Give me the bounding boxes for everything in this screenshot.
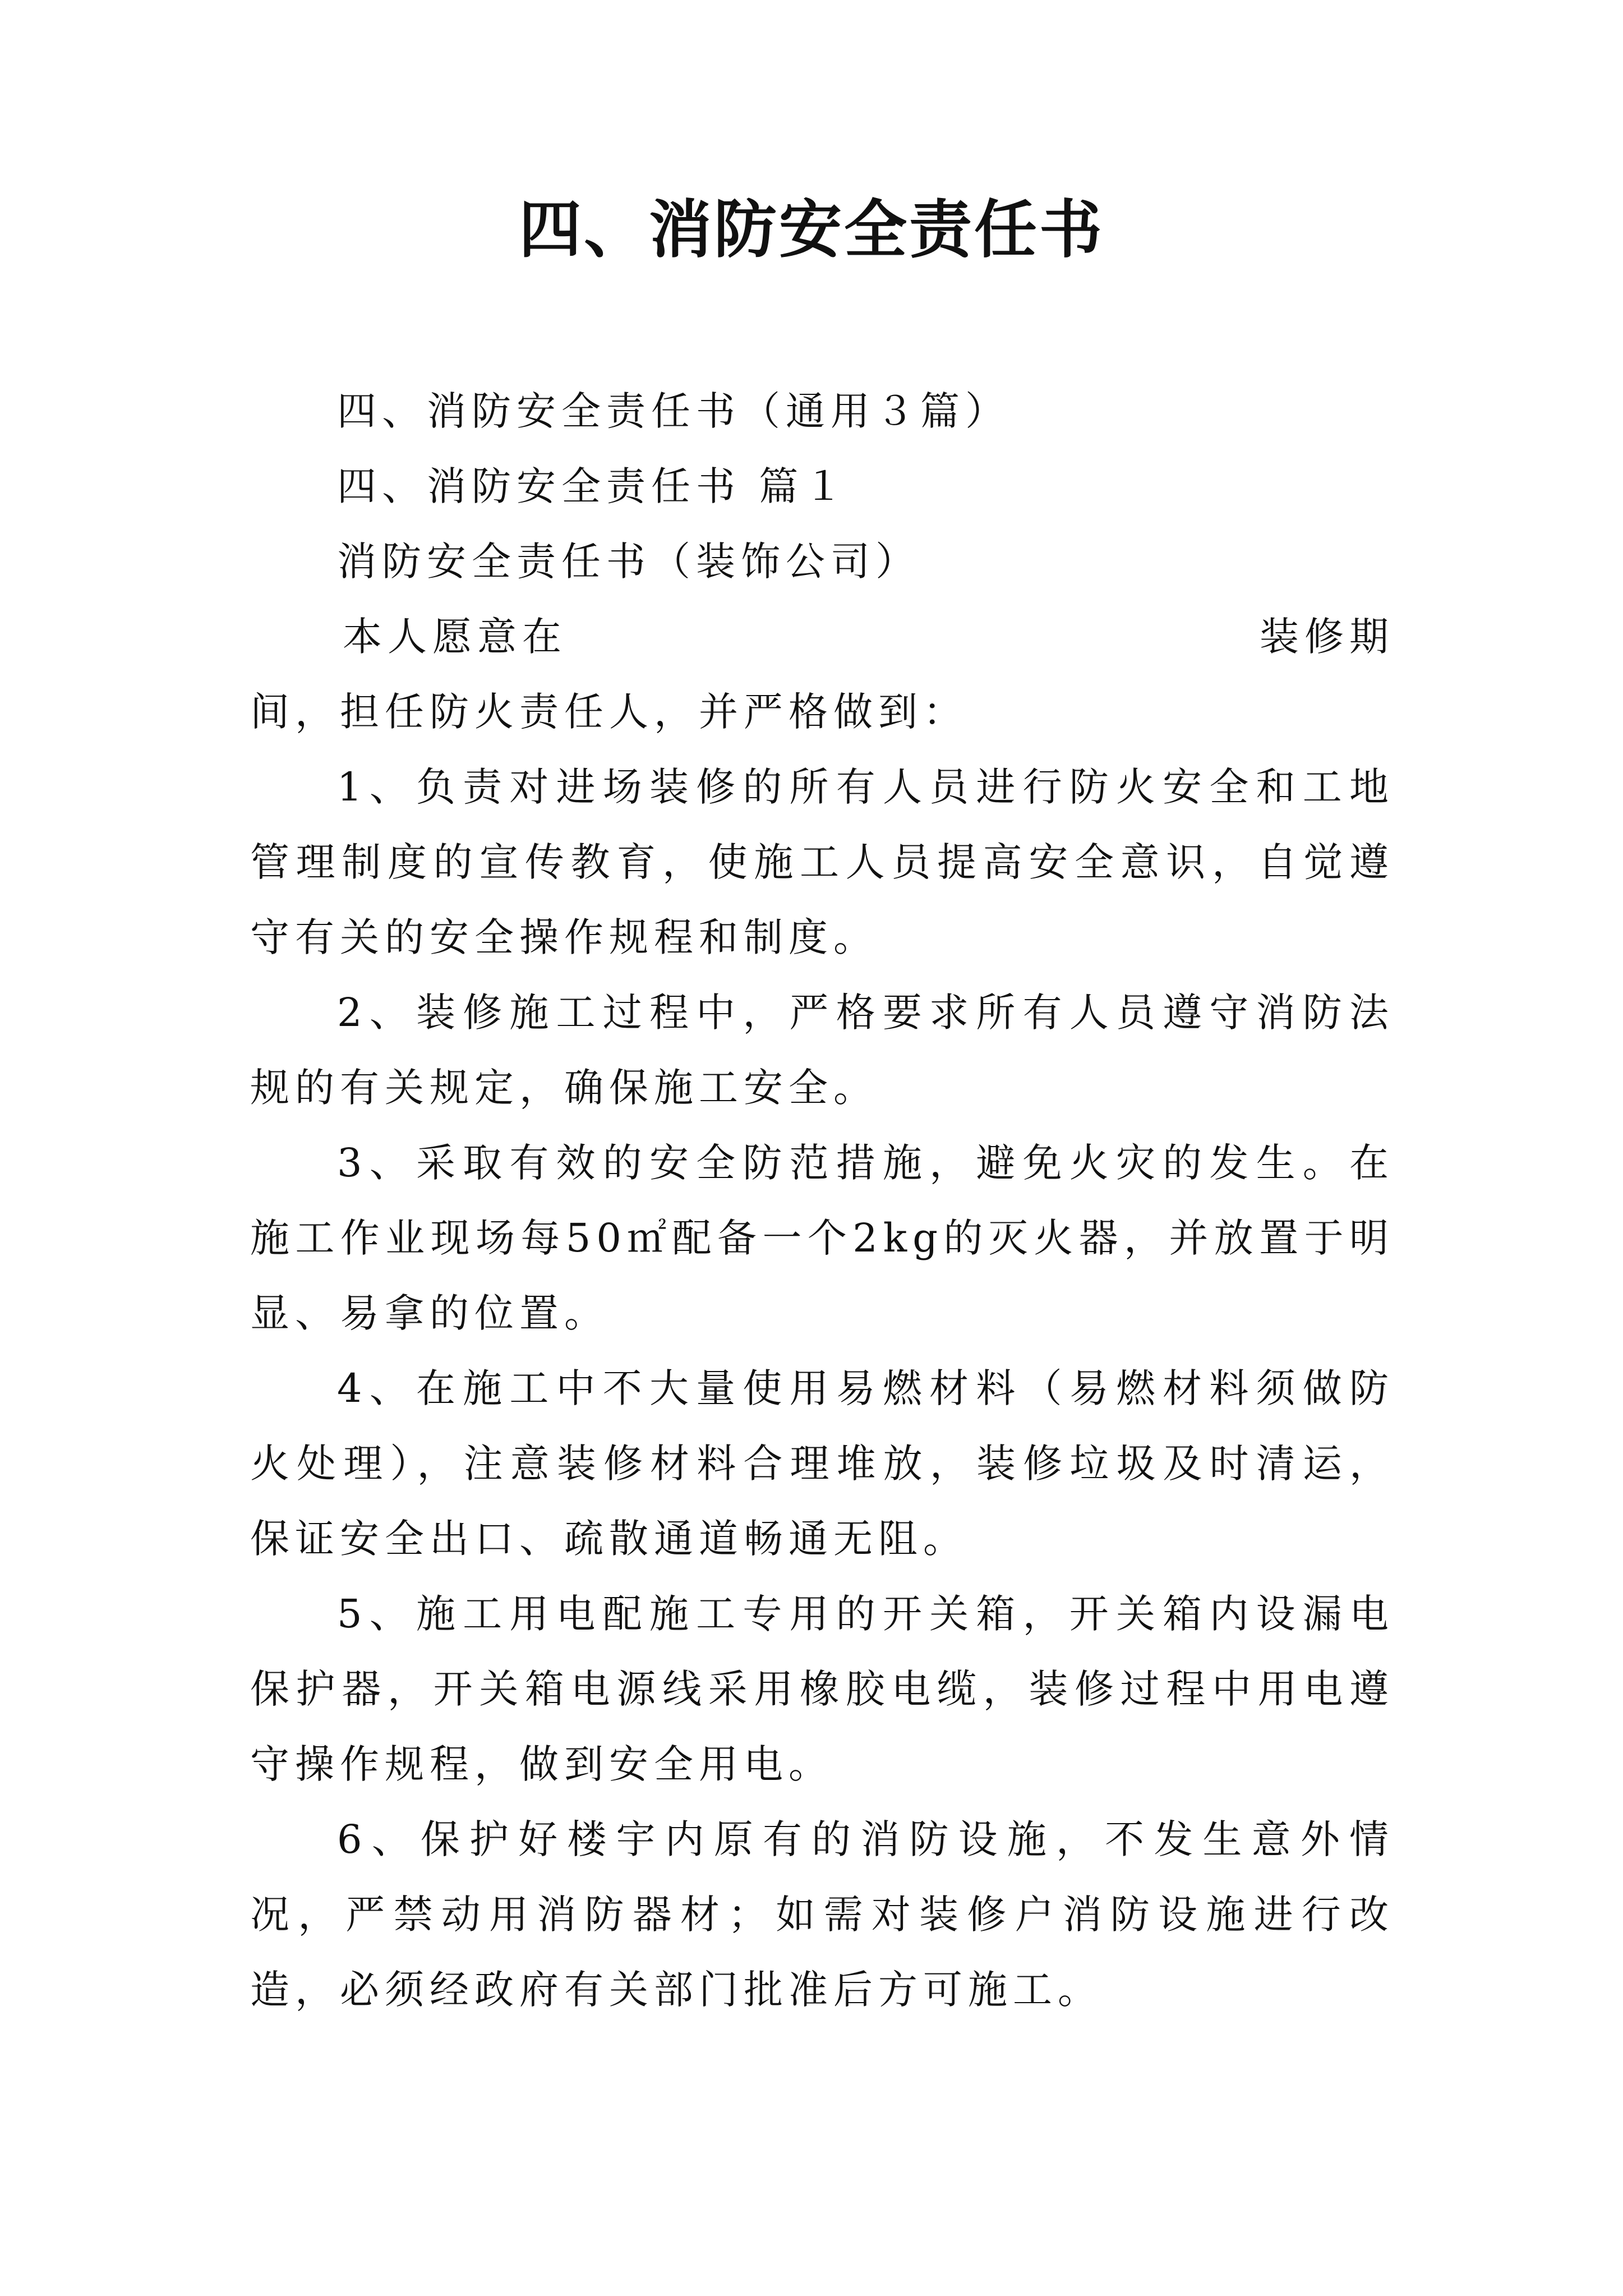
list-item: 6、保护好楼宇内原有的消防设施，不发生意外情况，严禁动用消防器材；如需对装修户消防设施进行改造，必须经政府有关部门批准后方可施工。 <box>250 1816 1394 2013</box>
document-body <box>250 374 1394 2027</box>
paragraph-heading-company: 消防安全责任书（装饰公司） <box>337 539 920 585</box>
pledge-right-text: 装修期 <box>1260 614 1394 660</box>
paragraph-heading-general: 四、消防安全责任书（通用３篇） <box>337 388 1010 434</box>
list-item: 2、装修施工过程中，严格要求所有人员遵守消防法规的有关规定，确保施工安全。 <box>250 990 1394 1111</box>
list-item: 3、采取有效的安全防范措施，避免火灾的发生。在施工作业现场每50㎡配备一个2kg的灭火器，并放置于明显、易拿的位置。 <box>250 1140 1394 1336</box>
paragraph-heading-part1: 四、消防安全责任书 篇１ <box>337 463 849 509</box>
document-title: 四、消防安全责任书 <box>519 193 1104 266</box>
list-item: 4、在施工中不大量使用易燃材料（易燃材料须做防火处理），注意装修材料合理堆放，装修垃圾及时清运，保证安全出口、疏散通道畅通无阻。 <box>250 1365 1394 1562</box>
list-item: 1、负责对进场装修的所有人员进行防火安全和工地管理制度的宣传教育，使施工人员提高安全意识，自觉遵守有关的安全操作规程和制度。 <box>250 764 1394 960</box>
pledge-left-text: 本人愿意在 <box>343 614 567 660</box>
list-item: 5、施工用电配施工专用的开关箱，开关箱内设漏电保护器，开关箱电源线采用橡胶电缆，装修过程中用电遵守操作规程，做到安全用电。 <box>250 1591 1394 1787</box>
pledge-line <box>250 599 1394 674</box>
pledge-continuation: 间，担任防火责任人，并严格做到： <box>250 689 968 735</box>
